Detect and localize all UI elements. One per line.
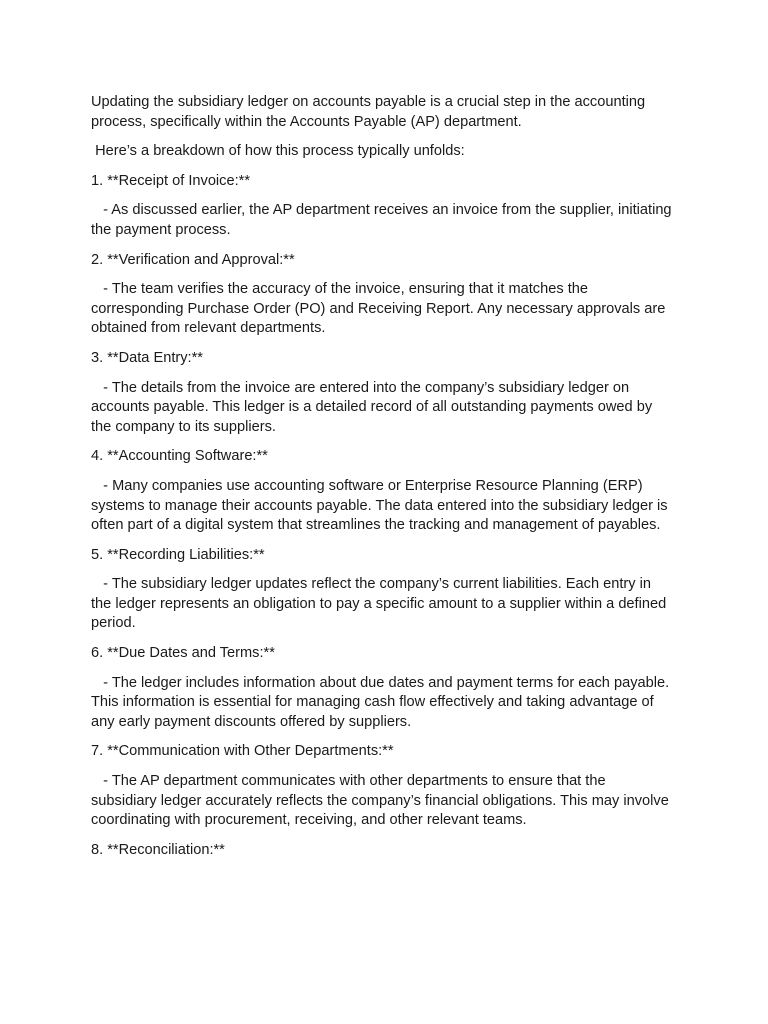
step-heading: 6. **Due Dates and Terms:**	[91, 645, 275, 662]
step-body: - The team verifies the accuracy of the invoice, ensuring that it matches the corresponding Purchase Order (PO) and Receiving Report. Any necessary approvals are obtained from relevant departments.	[91, 281, 670, 337]
step-heading: 5. **Recording Liabilities:**	[91, 546, 265, 563]
step-heading: 4. **Accounting Software:**	[91, 448, 268, 465]
step-heading: 7. **Communication with Other Departments:**	[91, 743, 394, 760]
step-body: - The subsidiary ledger updates reflect the company’s current liabilities. Each entry in the ledger represents an obligation to pay a specific amount to a supplier within a defined period.	[91, 576, 671, 632]
intro-paragraph: Updating the subsidiary ledger on accounts payable is a crucial step in the accounting process, specifically within the Accounts Payable (AP) department.	[91, 94, 650, 130]
step-heading: 8. **Reconciliation:**	[91, 841, 225, 858]
document-body	[91, 93, 676, 870]
step-heading: 2. **Verification and Approval:**	[91, 251, 295, 268]
step-body: - The ledger includes information about due dates and payment terms for each payable. This information is essential for managing cash flow effectively and taking advantage of any early payment discounts offered by suppliers.	[91, 674, 673, 730]
breakdown-paragraph: Here’s a breakdown of how this process typically unfolds:	[91, 143, 465, 160]
step-body: - As discussed earlier, the AP department receives an invoice from the supplier, initiating the payment process.	[91, 202, 676, 238]
step-body: - Many companies use accounting software or Enterprise Resource Planning (ERP) systems to manage their accounts payable. The data entered into the subsidiary ledger is often part of a digital system that streamlines the tracking and management of payables.	[91, 477, 672, 534]
step-heading: 3. **Data Entry:**	[91, 349, 203, 366]
step-body: - The details from the invoice are entered into the company’s subsidiary ledger on accounts payable. This ledger is a detailed record of all outstanding payments owed by the company to its suppliers.	[91, 379, 657, 435]
step-body: - The AP department communicates with other departments to ensure that the subsidiary ledger accurately reflects the company’s financial obligations. This may involve coordinating with procurement, receiving, and other relevant teams.	[91, 773, 673, 829]
step-heading: 1. **Receipt of Invoice:**	[91, 172, 250, 189]
